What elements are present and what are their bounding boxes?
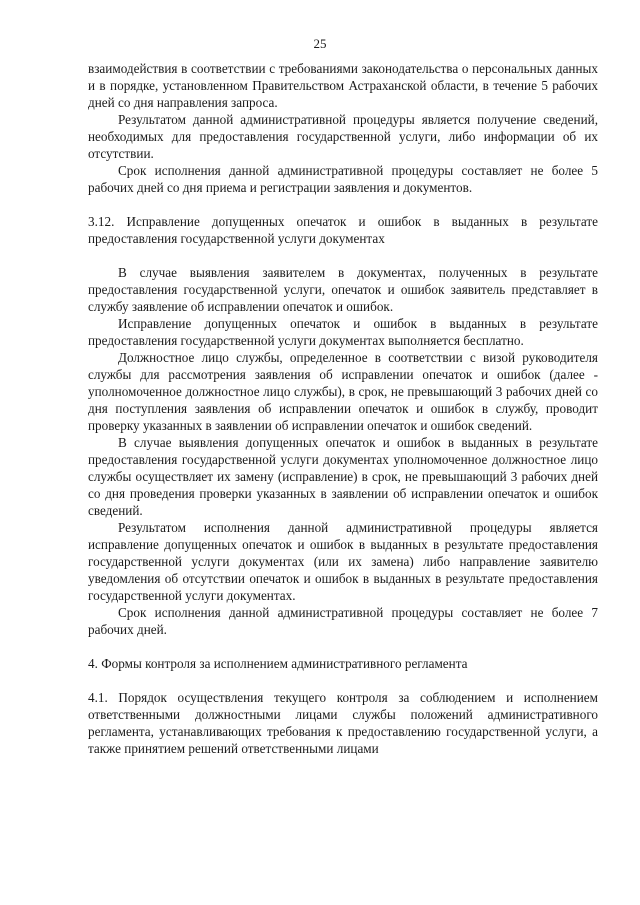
section-heading-4: 4. Формы контроля за исполнением административного регламента [88, 656, 468, 671]
spacer [88, 638, 598, 655]
subsection-heading-4-1: 4.1. Порядок осуществления текущего контроля за соблюдением и исполнением ответственными должностными лицами службы положений административного регламента, устанавливающих требования к предоставлению государственной услуги, а также принятием решений ответственными лицами [88, 690, 598, 756]
paragraph-continuation: взаимодействия в соответствии с требованиями законодательства о персональных данных и в порядке, установленном Правительством Астраханской области, в течение 5 рабочих дней со дня направления запроса. [88, 61, 598, 110]
paragraph-3-12-4: В случае выявления допущенных опечаток и ошибок в выданных в результате предоставления государственной услуги документах уполномоченное должностное лицо службы осуществляет их замену (исправление) в срок, не превышающий 3 рабочих дней со дня проведения проверки указанных в заявлении об исправлении опечаток и ошибок сведений. [88, 435, 598, 518]
spacer [88, 672, 598, 689]
paragraph-result: Результатом данной административной процедуры является получение сведений, необходимых для предоставления государственной услуги, либо информации об их отсутствии. [88, 112, 598, 161]
page-number: 25 [313, 36, 327, 51]
paragraph-3-12-1: В случае выявления заявителем в документах, полученных в результате предоставления государственной услуги, опечаток и ошибок заявитель представляет в службу заявление об исправлении опечаток и ошибок. [88, 265, 598, 314]
paragraph-3-12-5: Результатом исполнения данной административной процедуры является исправление допущенных опечаток и ошибок в выданных в результате предоставления государственной услуги документах (или их замена) либо направление заявителю уведомления об отсутствии опечаток и ошибок в выданных в результате предоставления государственной услуги документах. [88, 520, 598, 603]
paragraph-deadline: Срок исполнения данной административной процедуры составляет не более 5 рабочих дней со дня приема и регистрации заявления и документов. [88, 163, 598, 195]
section-heading-3-12: 3.12. Исправление допущенных опечаток и ошибок в выданных в результате предоставления государственной услуги документах [88, 214, 598, 246]
paragraph-3-12-3: Должностное лицо службы, определенное в соответствии с визой руководителя службы для рассмотрения заявления об исправлении опечаток и ошибок (далее - уполномоченное должностное лицо службы), в срок, не превышающий 3 рабочих дней со дня поступления заявления об исправлении опечаток и ошибок в службу, проводит проверку указанных в заявлении об исправлении опечаток и ошибок сведений. [88, 350, 598, 433]
spacer [88, 196, 598, 213]
spacer [88, 247, 598, 264]
paragraph-3-12-6: Срок исполнения данной административной процедуры составляет не более 7 рабочих дней. [88, 605, 598, 637]
document-body [88, 60, 598, 757]
paragraph-3-12-2: Исправление допущенных опечаток и ошибок в выданных в результате предоставления государственной услуги документах выполняется бесплатно. [88, 316, 598, 348]
